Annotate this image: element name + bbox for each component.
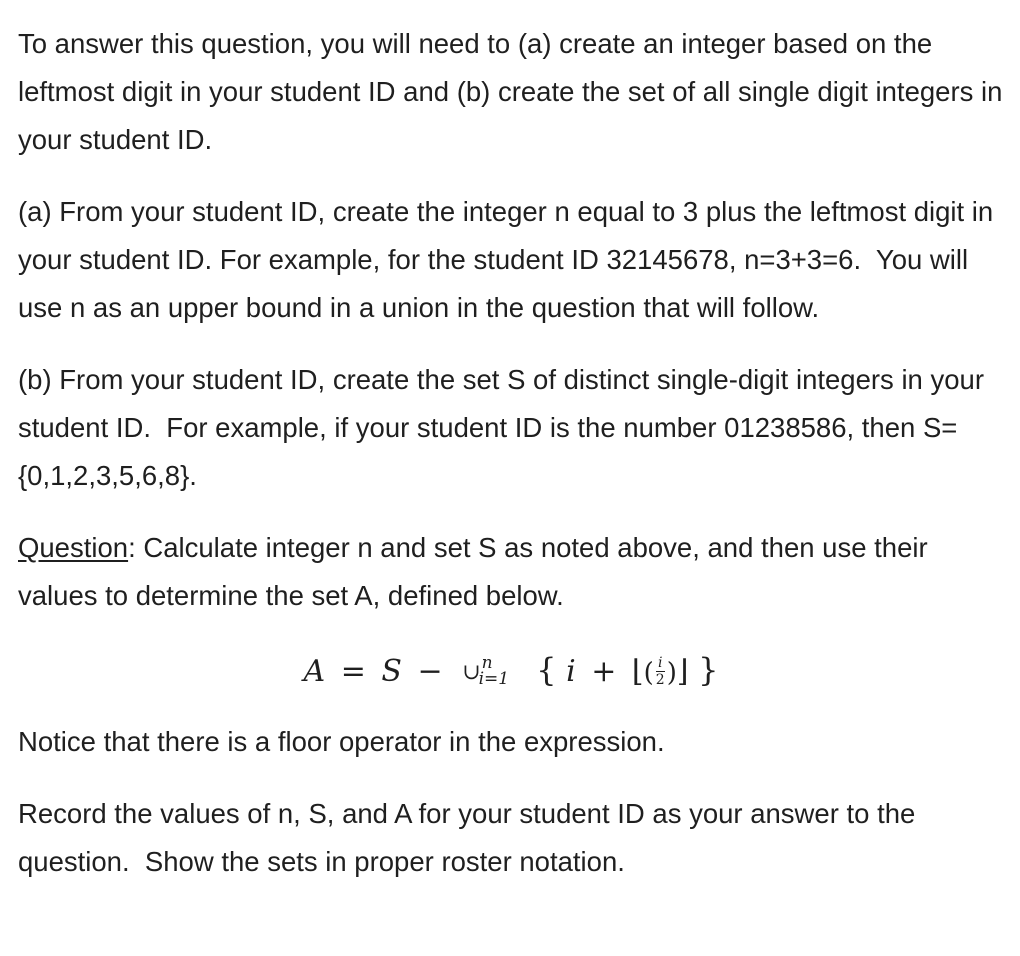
formula-fraction: [656, 656, 665, 687]
formula-right-paren: ): [666, 658, 677, 688]
union-lower-limit: i=1: [478, 669, 510, 689]
union-upper-limit: n: [481, 653, 493, 673]
formula-lhs: A: [303, 654, 326, 689]
intro-paragraph: To answer this question, you will need to (a) create an integer based on the leftmost digit in your student ID and (b) create the set of all single digit integers in your student ID.: [18, 28, 1011, 155]
formula-var-i: i: [566, 654, 576, 689]
formula-left-floor: ⌊: [631, 654, 644, 689]
formula-set-s: S: [381, 654, 402, 689]
fraction-denominator: 2: [655, 671, 665, 688]
formula-plus: +: [591, 654, 617, 689]
question-text: : Calculate integer n and set S as noted above, and then use their values to determine the set A, defined below.: [18, 532, 936, 611]
document-body: [18, 20, 1011, 910]
question-label: Question: [18, 532, 129, 563]
part-b-paragraph: (b) From your student ID, create the set S of distinct single-digit integers in your student ID. For example, if your student ID is the number 01238586, then S={0,1,2,3,5,6,8}.: [18, 364, 992, 491]
union-symbol: ∪: [462, 660, 481, 685]
formula-left-brace: {: [536, 651, 557, 689]
formula-equals: =: [340, 654, 366, 689]
notice-paragraph: Notice that there is a floor operator in the expression.: [18, 726, 665, 757]
formula-left-paren: (: [643, 658, 654, 688]
formula-right-brace: }: [698, 651, 719, 689]
question-paragraph: [18, 524, 1008, 620]
formula-minus: −: [417, 654, 443, 689]
part-a-paragraph: (a) From your student ID, create the integer n equal to 3 plus the leftmost digit in your student ID. For example, for the student ID 32145678, n=3+3=6. You will use n as an upper bound in a union in the question that will follow.: [18, 196, 1001, 323]
union-limits: [478, 653, 515, 691]
formula-expression: [303, 644, 718, 701]
fraction-numerator: i: [656, 656, 665, 672]
formula-right-floor: ⌋: [676, 654, 689, 689]
set-formula: [18, 644, 1008, 696]
record-paragraph: Record the values of n, S, and A for your student ID as your answer to the question. Show the sets in proper roster notation.: [18, 798, 923, 877]
